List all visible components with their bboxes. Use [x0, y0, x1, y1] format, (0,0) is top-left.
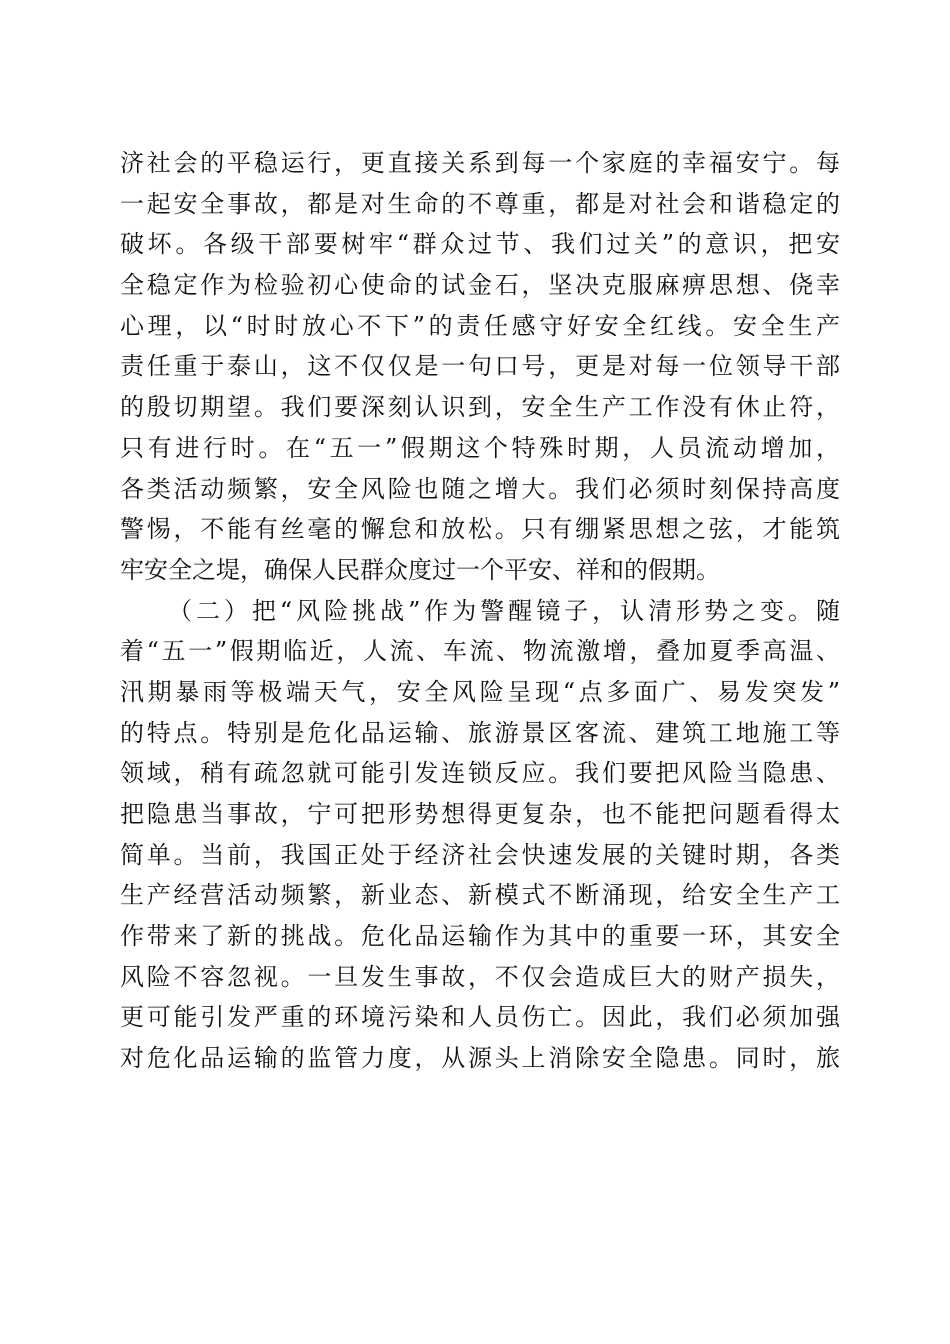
text-line: 济社会的平稳运行，更直接关系到每一个家庭的幸福安宁。每: [120, 149, 840, 177]
text-line: 的特点。特别是危化品运输、旅游景区客流、建筑工地施工等: [120, 718, 840, 747]
text-line: 破坏。各级干部要树牢“群众过节、我们过关”的意识，把安: [120, 230, 840, 259]
text-line: 一起安全事故，都是对生命的不尊重，都是对社会和谐稳定的: [120, 189, 840, 218]
section-heading-line: （二）把“风险挑战”作为警醒镜子，认清形势之变。随: [168, 596, 840, 625]
paragraph-end-line: 牢安全之堤，确保人民群众度过一个平安、祥和的假期。: [120, 555, 720, 584]
text-line: 风险不容忽视。一旦发生事故，不仅会造成巨大的财产损失，: [120, 962, 840, 991]
text-line: 各类活动频繁，安全风险也随之增大。我们必须时刻保持高度: [120, 474, 840, 503]
text-line: 警惕，不能有丝毫的懈怠和放松。只有绷紧思想之弦，才能筑: [120, 515, 840, 544]
text-line: 更可能引发严重的环境污染和人员伤亡。因此，我们必须加强: [120, 1003, 840, 1032]
body-text: [120, 143, 840, 1079]
text-line: 把隐患当事故，宁可把形势想得更复杂，也不能把问题看得太: [120, 800, 840, 828]
text-line: 对危化品运输的监管力度，从源头上消除安全隐患。同时，旅: [120, 1044, 840, 1073]
text-line: 领域，稍有疏忽就可能引发连锁反应。我们要把风险当隐患、: [120, 759, 840, 788]
text-line: 的殷切期望。我们要深刻认识到，安全生产工作没有休止符，: [120, 393, 840, 422]
text-line: 责任重于泰山，这不仅仅是一句口号，更是对每一位领导干部: [120, 352, 840, 381]
text-line: 作带来了新的挑战。危化品运输作为其中的重要一环，其安全: [120, 922, 840, 951]
text-line: 心理，以“时时放心不下”的责任感守好安全红线。安全生产: [120, 311, 840, 340]
text-line: 汛期暴雨等极端天气，安全风险呈现“点多面广、易发突发”: [120, 677, 840, 706]
text-line: 着“五一”假期临近，人流、车流、物流激增，叠加夏季高温、: [120, 637, 840, 666]
text-line: 生产经营活动频繁，新业态、新模式不断涌现，给安全生产工: [120, 881, 840, 910]
text-line: 简单。当前，我国正处于经济社会快速发展的关键时期，各类: [120, 840, 840, 869]
text-line: 全稳定作为检验初心使命的试金石，坚决克服麻痹思想、侥幸: [120, 271, 840, 300]
text-line: 只有进行时。在“五一”假期这个特殊时期，人员流动增加，: [120, 433, 840, 462]
